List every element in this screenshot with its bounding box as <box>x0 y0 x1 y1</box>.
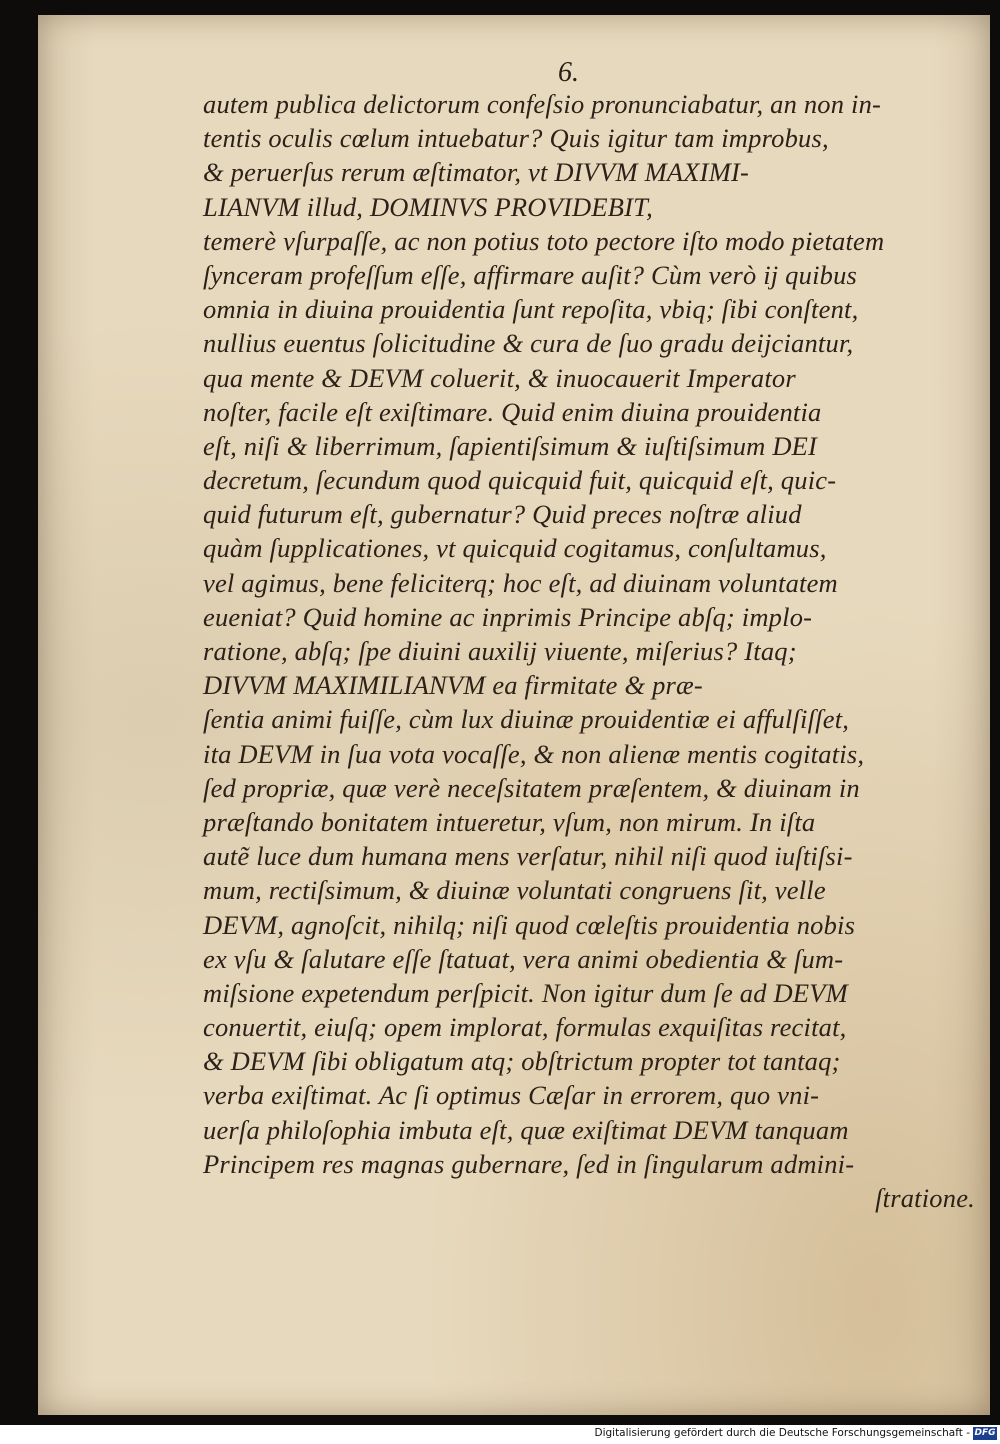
footer-bar <box>0 1425 1000 1444</box>
text-line: mum, rectiſsimum, & diuinæ voluntati congruens ſit, velle <box>203 875 826 906</box>
text-line: & DEVM ſibi obligatum atq; obſtrictum propter tot tantaq; <box>203 1046 841 1077</box>
text-line-catchword: ſtratione. <box>875 1183 975 1213</box>
text-line: vel agimus, bene feliciterq; hoc eſt, ad diuinam voluntatem <box>203 567 838 598</box>
text-line: tentis oculis cœlum intuebatur? Quis igitur tam improbus, <box>203 123 829 154</box>
text-line: eſt, niſi & liberrimum, ſapientiſsimum & iuſtiſsimum DEI <box>203 430 818 461</box>
text-line: LIANVM illud, DOMINVS PROVIDEBIT, <box>203 191 653 222</box>
text-line: DEVM, agnoſcit, nihilq; niſi quod cœleſtis prouidentia nobis <box>203 909 856 940</box>
text-line: præſtando bonitatem intueretur, vſum, non mirum. In iſta <box>203 806 816 837</box>
text-line: decretum, ſecundum quod quicquid fuit, quicquid eſt, quic- <box>203 465 837 496</box>
page-number: 6. <box>558 57 579 88</box>
funding-credit: Digitalisierung gefördert durch die Deutsche Forschungsgemeinschaft - <box>594 1427 970 1439</box>
book-page <box>38 15 990 1415</box>
text-line: autẽ luce dum humana mens verſatur, nihil niſi quod iuſtiſsi- <box>203 841 853 872</box>
dfg-logo: DFG <box>974 1428 996 1438</box>
text-line: verba exiſtimat. Ac ſi optimus Cæſar in errorem, quo vni- <box>203 1080 820 1111</box>
text-line: DIVVM MAXIMILIANVM ea firmitate & præ- <box>203 670 703 701</box>
text-line: noſter, facile eſt exiſtimare. Quid enim diuina prouidentia <box>203 396 822 427</box>
text-line: quàm ſupplicationes, vt quicquid cogitamus, conſultamus, <box>203 533 827 564</box>
text-line: quid futurum eſt, gubernatur? Quid preces noſtræ aliud <box>203 499 802 530</box>
page-text <box>203 87 983 1215</box>
text-line: & peruerſus rerum æſtimator, vt DIVVM MAXIMI- <box>203 157 750 188</box>
text-line: autem publica delictorum confeſsio pronunciabatur, an non in- <box>203 89 882 119</box>
text-line: ſed propriæ, quæ verè neceſsitatem præſentem, & diuinam in <box>203 772 860 803</box>
text-line: nullius euentus ſolicitudine & cura de ſuo gradu deijciantur, <box>203 328 854 359</box>
text-line: ſentia animi fuiſſe, cùm lux diuinæ prouidentiæ ei affulſiſſet, <box>203 704 850 735</box>
text-line: miſsione expetendum perſpicit. Non igitur dum ſe ad DEVM <box>203 977 848 1008</box>
text-line: qua mente & DEVM coluerit, & inuocauerit Imperator <box>203 362 796 393</box>
text-line: ita DEVM in ſua vota vocaſſe, & non alienæ mentis cogitatis, <box>203 738 865 769</box>
text-line: uerſa philoſophia imbuta eſt, quæ exiſtimat DEVM tanquam <box>203 1114 849 1145</box>
text-line: temerè vſurpaſſe, ac non potius toto pectore iſto modo pietatem <box>203 225 885 256</box>
text-line: omnia in diuina prouidentia ſunt repoſita, vbiq; ſibi conſtent, <box>203 294 859 325</box>
text-line: Principem res magnas gubernare, ſed in ſingularum admini- <box>203 1148 855 1179</box>
text-line: eueniat? Quid homine ac inprimis Principe abſq; implo- <box>203 601 813 632</box>
text-line: conuertit, eiuſq; opem implorat, formulas exquiſitas recitat, <box>203 1012 847 1043</box>
text-line: ratione, abſq; ſpe diuini auxilij viuente, miſerius? Itaq; <box>203 636 797 666</box>
text-line: ſynceram profeſſum eſſe, affirmare auſit? Cùm verò ij quibus <box>203 259 858 290</box>
text-line: ex vſu & ſalutare eſſe ſtatuat, vera animi obedientia & ſum- <box>203 943 844 974</box>
